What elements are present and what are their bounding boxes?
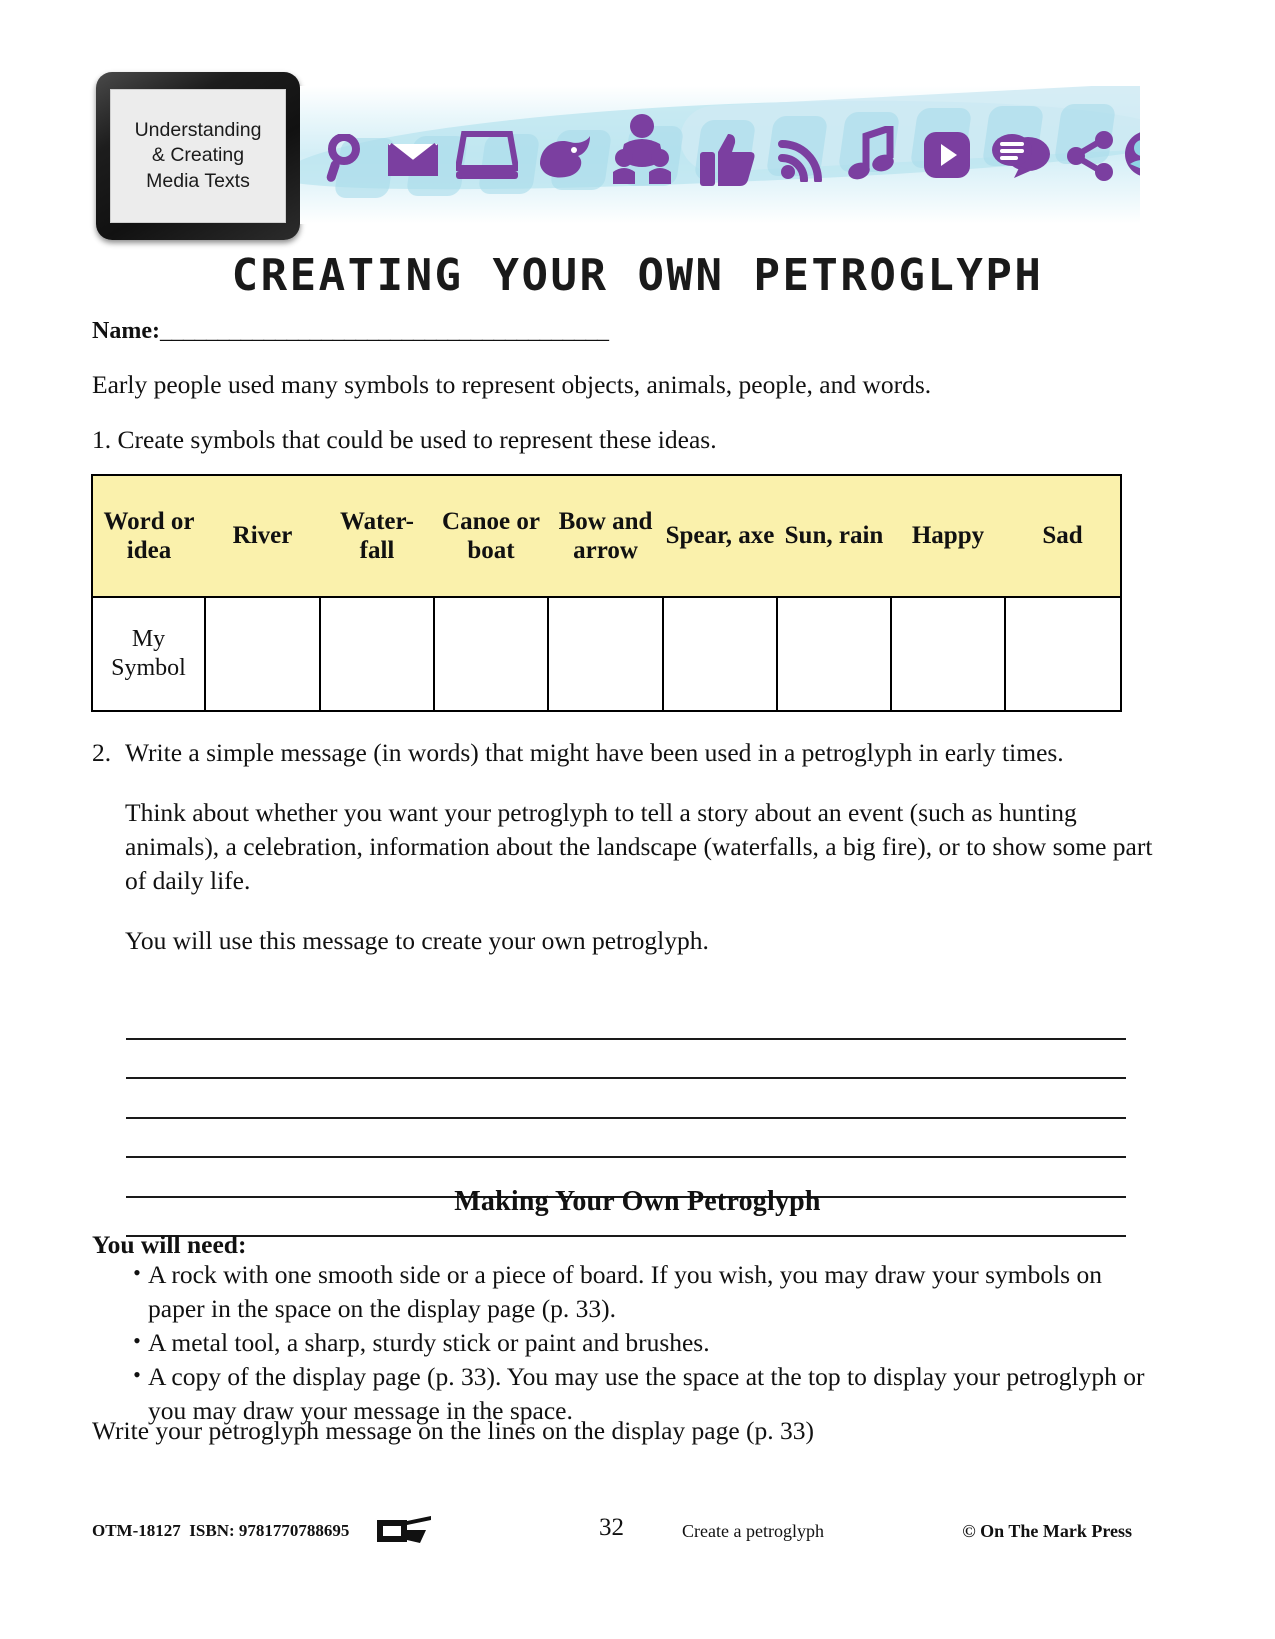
tablet-line-2: & Creating [151, 144, 245, 167]
globe-icon [1122, 128, 1140, 187]
symbol-cell[interactable] [891, 597, 1005, 711]
page-number: 32 [599, 1514, 624, 1541]
list-item-text: A copy of the display page (p. 33). You may use the space at the top to display your petroglyph or you may draw your message in the space. [148, 1361, 1145, 1425]
tablet-line-1: Understanding [134, 118, 262, 141]
list-item-text: A metal tool, a sharp, sturdy stick or paint and brushes. [148, 1327, 710, 1357]
list-item [126, 1258, 1156, 1326]
table-header-cell: Bow and arrow [548, 475, 663, 597]
page-footer [92, 1514, 1132, 1550]
bullet-icon: • [133, 1361, 141, 1387]
symbol-cell[interactable] [320, 597, 434, 711]
symbol-cell[interactable] [205, 597, 320, 711]
closing-instruction: Write your petroglyph message on the lines on the display page (p. 33) [92, 1416, 815, 1445]
table-header-cell: Water- fall [320, 475, 434, 597]
table-row [92, 597, 1121, 711]
materials-list [126, 1258, 1156, 1428]
you-will-need-title: You will need: [92, 1230, 247, 1259]
list-item-text: A rock with one smooth side or a piece of board. If you wish, you may draw your symbols on paper in the space on the display page (p. 33). [148, 1260, 1102, 1323]
name-field[interactable] [92, 318, 608, 345]
table-header-cell: Word or idea [92, 475, 205, 597]
press-logo-icon [376, 1512, 436, 1546]
page-title: CREATING YOUR OWN PETROGLYPH [231, 250, 1044, 301]
laptop-icon [456, 130, 518, 189]
question-1: 1. Create symbols that could be used to represent these ideas. [92, 425, 717, 454]
table-header-cell: Canoe or boat [434, 475, 548, 597]
bullet-icon: • [133, 1327, 141, 1353]
table-header-cell: River [205, 475, 320, 597]
footer-otm: OTM-18127 [92, 1521, 181, 1540]
symbol-cell[interactable] [548, 597, 663, 711]
name-rule: _______________________________________ [159, 318, 609, 344]
tablet-screen [110, 89, 286, 223]
bullet-icon: • [133, 1260, 141, 1285]
answer-line[interactable] [126, 1079, 1126, 1119]
group-people-icon [610, 114, 674, 189]
thumbs-up-icon [698, 130, 756, 191]
question-2-para-3: You will use this message to create your own petroglyph. [125, 925, 709, 955]
banner-icons [300, 86, 1140, 224]
question-2-para-1: Write a simple message (in words) that might have been used in a petroglyph in early times. [125, 738, 1064, 767]
footer-publisher: © On The Mark Press [962, 1521, 1132, 1541]
question-2-para-2: Think about whether you want your petroglyph to tell a story about an event (such as hunting animals), a celebration, information about the landscape (waterfalls, a big fire), or to show some part of daily life. [125, 797, 1153, 895]
music-note-icon [848, 126, 896, 187]
symbol-cell[interactable] [663, 597, 777, 711]
table-header-row [92, 475, 1121, 597]
envelope-icon [386, 138, 440, 187]
answer-line[interactable] [126, 1040, 1126, 1080]
play-button-icon [920, 130, 974, 187]
footer-isbn: ISBN: 9781770788695 [189, 1521, 350, 1540]
answer-line[interactable] [126, 1000, 1126, 1040]
table-header-cell: Sun, rain [777, 475, 891, 597]
symbol-cell[interactable] [434, 597, 548, 711]
media-icon-banner [300, 86, 1140, 224]
symbol-cell[interactable] [777, 597, 891, 711]
tablet-logo [96, 72, 300, 240]
rss-wifi-icon [778, 134, 830, 187]
question-2 [92, 736, 1157, 958]
chat-bubble-icon [990, 128, 1052, 185]
row-label-cell: My Symbol [92, 597, 205, 711]
tablet-line-3: Media Texts [146, 169, 250, 192]
name-label: Name: [92, 318, 160, 344]
answer-line[interactable] [126, 1119, 1126, 1159]
making-section-title: Making Your Own Petroglyph [454, 1186, 821, 1217]
list-item [126, 1326, 1156, 1360]
symbols-table [91, 474, 1122, 712]
footer-otm-isbn [92, 1521, 349, 1541]
table-header-cell: Happy [891, 475, 1005, 597]
table-header-cell: Sad [1005, 475, 1121, 597]
search-icon [324, 134, 368, 189]
footer-section-label: Create a petroglyph [682, 1521, 824, 1541]
question-2-number: 2. [92, 738, 112, 767]
bird-icon [536, 134, 592, 185]
share-icon [1066, 130, 1116, 187]
intro-text: Early people used many symbols to represent objects, animals, people, and words. [92, 370, 932, 399]
table-header-cell: Spear, axe [663, 475, 777, 597]
symbol-cell[interactable] [1005, 597, 1121, 711]
